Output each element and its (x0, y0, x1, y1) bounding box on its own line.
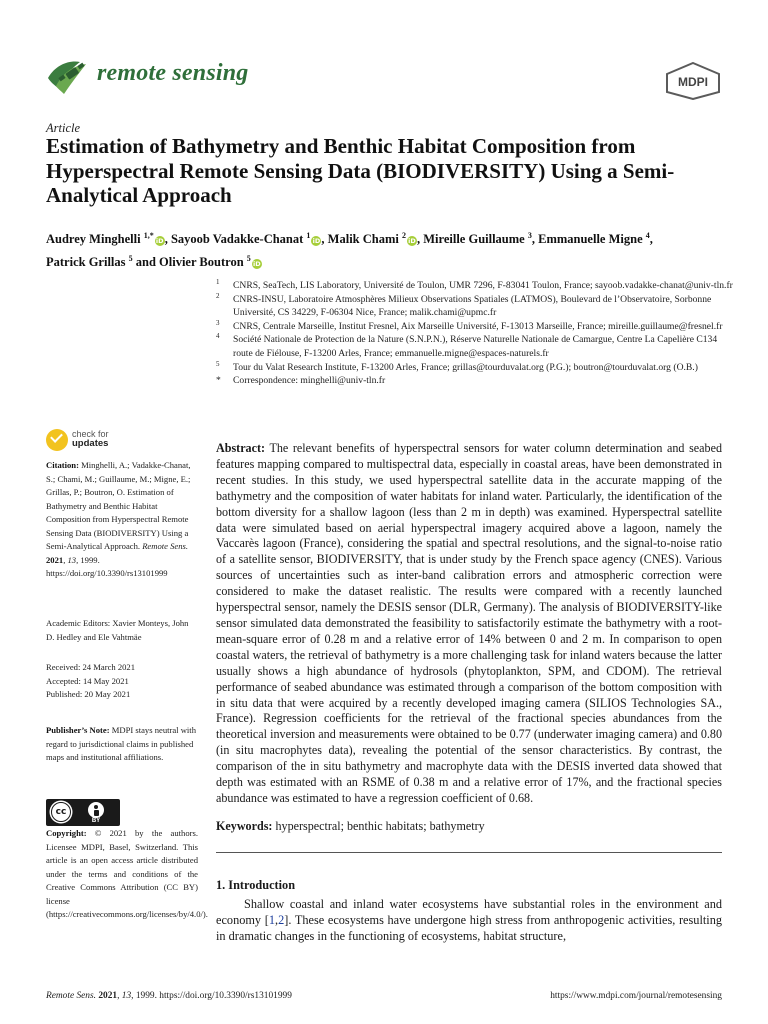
copyright-block (46, 827, 208, 922)
check-updates-line2: updates (72, 438, 109, 449)
citation-journal: Remote Sens. (142, 541, 189, 551)
publication-dates (46, 661, 198, 702)
author-affil-sup: 1 (306, 231, 311, 240)
author-name: Audrey Minghelli (46, 232, 141, 246)
affiliation-text: CNRS-INSU, Laboratoire Atmosphères Milieux Observations Spatiales (LATMOS), Boulevard de l’Observatoire, Sorbonne Université, CS 34229, F-06304 Nice, France; malik.chami@upmc.fr (233, 293, 712, 319)
author-affil-sup: 5 (246, 254, 251, 263)
affiliation-text: CNRS, SeaTech, LIS Laboratory, Université de Toulon, UMR 7296, F-83041 Toulon, France; sayoob.vadakke-chanat@univ-tln.fr (233, 280, 733, 291)
orcid-icon[interactable]: iD (252, 260, 261, 268)
journal-logo-icon (46, 56, 90, 96)
footer-citation: Remote Sens. 2021, 13, 1999. https://doi.org/10.3390/rs13101999 (46, 991, 292, 1001)
introduction-body (216, 896, 722, 944)
affiliation-number: 5 (216, 359, 220, 368)
check-updates-line1: check for (72, 429, 109, 439)
citation-pages-doi[interactable]: , 1999. https://doi.org/10.3390/rs13101999 (46, 554, 168, 578)
abstract-text: The relevant benefits of hyperspectral sensors for water column determination and seabed features mapping compared to multispectral data, especially in coastal areas, have been demonstrated in recent studies. In this study, we used hyperspectral satellite data in the accurate mapping of the bathymetry and the composition of water habitats for inland water. Particularly, the identification of the bottom diversity for a shallow lagoon (less than 2 m in depth) was examined. Hyperspectral satellite data were simulated based on aerial hyperspectral imagery acquired above a lagoon, namely the Vaccarès lagoon (France), considering the spatial and spectral resolutions, and the signal-to-noise ratio of a satellite sensor, BIODIVERSITY, that is under study by the French space agency (CNES). Various sources of uncertainties such as inter-band calibration errors and atmospheric correction were considered to make the dataset realistic. The results were compared with a recently launched hyperspectral sensor, namely the DESIS sensor (DLR, Germany). The analysis of BIODIVERSITY-like sensor simulated data demonstrated the feasibility to satisfactorily estimate the bathymetry with a root-mean-square error of 0.28 m and a relative error of 14% between 0 and 2 m. In comparison to open coastal waters, the retrieval of bathymetry is a more challenging task for inland waters because the latter usually shows a high abundance of hydrosols (phytoplankton, SPM, and CDOM). The retrieval performance of seabed abundance was estimated through a comparison of the bottom composition with in situ data that were acquired by a recently developed imaging camera (SILIOS Technologies SA., France). Regression coefficients for the retrieval of the fractional species abundances from the theoretical inversion and measurements were obtained to be 0.77 (underwater imaging camera) and 0.80 (in situ macrophytes data), revealing the potential of the sensor characteristics. By contrast, the comparison of the in situ bathymetry and macrophyte data with the DESIS inverted data showed that depth was estimated with an RSME of 0.38 m and a relative error of 17%, and the fractional species abundance was estimated to have a regression coefficient of 0.68. (216, 441, 723, 805)
publishers-note-text: MDPI stays neutral with regard to jurisdictional claims in published maps and institutional affiliations. (46, 725, 196, 762)
academic-editors: Academic Editors: Xavier Monteys, John D. Hedley and Ele Vahtmäe (46, 618, 189, 642)
check-for-updates-button[interactable] (46, 427, 126, 453)
affiliation-item (216, 333, 736, 360)
affiliation-text: CNRS, Centrale Marseille, Institut Fresnel, Aix Marseille Université, F-13013 Marseille, France; mireille.guillaume@fresnel.fr (233, 320, 723, 332)
mdpi-logo-text: MDPI (678, 75, 708, 89)
introduction-paragraph: Shallow coastal and inland water ecosystems have substantial roles in the environment and economy [1,2]. These ecosystems have undergone high stress from anthropogenic activities, resulting in dramatic changes in the functioning of ecosystems, habitat structure, (216, 897, 722, 943)
section-divider (216, 852, 722, 853)
affiliation-item (216, 361, 736, 375)
cc-by-license-badge[interactable] (46, 799, 120, 826)
citation-link[interactable]: 2 (278, 913, 285, 927)
affiliation-text: Tour du Valat Research Institute, F-13200 Arles, France; grillas@tourduvalat.org (P.G.); boutron@tourduvalat.org (O.B.) (233, 361, 698, 373)
citation-year: 2021 (46, 554, 64, 565)
affiliation-number: 2 (216, 291, 220, 300)
affiliation-number: 4 (216, 332, 220, 341)
citation-volume: 13 (67, 554, 77, 565)
copyright-text: © 2021 by the authors. Licensee MDPI, Basel, Switzerland. This article is an open access article distributed under the terms and conditions of the Creative Commons Attribution (CC BY) license (https://creativecommons.org/licenses/by/4.0/). (46, 828, 208, 919)
keywords-label: Keywords: (216, 819, 273, 833)
author-name: Sayoob Vadakke-Chanat (170, 232, 304, 246)
citation-text: Minghelli, A.; Vadakke-Chanat, S.; Chami, M.; Guillaume, M.; Migne, E.; Grillas, P.; Boutron, O. Estimation of Bathymetry and Benthic Habitat Composition from Hyperspectral Remote Sensing Data (BIODIVERSITY) Using a Semi-Analytical Approach. (46, 460, 191, 551)
affiliation-list (216, 279, 736, 388)
abstract-block (216, 441, 722, 807)
publishers-note-label: Publisher’s Note: (46, 725, 110, 735)
author-name: Malik Chami (327, 232, 399, 246)
footer-year: 2021 (98, 991, 118, 1001)
orcid-icon[interactable]: iD (312, 237, 321, 245)
keywords-text: hyperspectral; benthic habitats; bathymetry (275, 819, 485, 833)
published-date: Published: 20 May 2021 (46, 689, 131, 699)
author-affil-sup: 5 (128, 254, 133, 263)
citation-label: Citation: (46, 460, 79, 470)
correspondence-marker: * (216, 375, 221, 387)
cc-icon: cc (51, 802, 71, 822)
check-updates-icon (46, 429, 68, 451)
footer-journal-url[interactable]: https://www.mdpi.com/journal/remotesensing (550, 991, 722, 1001)
author-affil-sup: 3 (527, 231, 532, 240)
citation-link[interactable]: 1 (268, 913, 275, 927)
author-name: Patrick Grillas (46, 255, 126, 269)
publishers-note (46, 724, 198, 765)
correspondence-item (216, 374, 736, 388)
author-affil-sup: 4 (645, 231, 650, 240)
accepted-date: Accepted: 14 May 2021 (46, 675, 129, 686)
article-title: Estimation of Bathymetry and Benthic Habitat Composition from Hyperspectral Remote Sensing Data (BIODIVERSITY) Using a Semi-Analytical Approach (46, 134, 675, 207)
author-name: Mireille Guillaume (423, 232, 525, 246)
author-list: Audrey Minghelli $^{1,*}$iD, Sayoob Vadakke-Chanat $^1$iD, Malik Chami $^2$iD, Mireille Guillaume $^3$, Emmanuelle Migne $^4$, Patrick Grillas $^5$ and Olivier Boutron $^5$iD (46, 231, 653, 269)
affiliation-item (216, 293, 736, 320)
footer-doi[interactable]: , 1999. https://doi.org/10.3390/rs13101999 (131, 991, 292, 1001)
keywords-block (216, 818, 722, 834)
author-affil-sup: 2 (401, 231, 406, 240)
orcid-icon[interactable]: iD (408, 237, 416, 245)
orcid-icon[interactable]: iD (155, 237, 164, 245)
attribution-person-icon (88, 802, 104, 818)
author-name: Emmanuelle Migne (538, 232, 643, 246)
affiliation-number: 3 (216, 318, 220, 327)
article-type: Article (46, 121, 81, 135)
affiliation-text: Société Nationale de Protection de la Nature (S.N.P.N.), Réserve Naturelle Nationale de Camargue, Centre La Capelière C134 route de Fiélouse, F-13200 Arles, France; emmanuelle.migne@espaces-naturels.fr (233, 334, 718, 359)
citation-block: Citation: Minghelli, A.; Vadakke-Chanat, S.; Chami, M.; Guillaume, M.; Migne, E.; Grillas, P.; Boutron, O. Estimation of Bathymetry and Benthic Habitat Composition from Hyperspectral Remote Sensing Data (BIODIVERSITY) Using a Semi-Analytical Approach. Remote Sens. 2021, 13, 1999. https://doi.org/10.3390/rs13101999 (46, 460, 191, 578)
by-label: BY (91, 818, 101, 824)
mdpi-logo-icon (664, 62, 722, 100)
abstract-label: Abstract: (216, 441, 266, 455)
affiliation-item (216, 320, 736, 334)
introduction-heading: 1. Introduction (216, 878, 296, 892)
journal-name: remote sensing (97, 60, 249, 86)
footer-volume: 13 (121, 991, 132, 1001)
footer-journal: Remote Sens. (46, 991, 96, 1001)
copyright-label: Copyright: (46, 828, 87, 838)
affiliation-number: 1 (216, 278, 220, 286)
author-affil-sup: 1,* (143, 231, 154, 240)
received-date: Received: 24 March 2021 (46, 662, 136, 672)
affiliation-item (216, 279, 736, 293)
authors-and: and (135, 255, 156, 269)
correspondence-text: Correspondence: minghelli@univ-tln.fr (233, 375, 386, 387)
author-name: Olivier Boutron (159, 255, 244, 269)
